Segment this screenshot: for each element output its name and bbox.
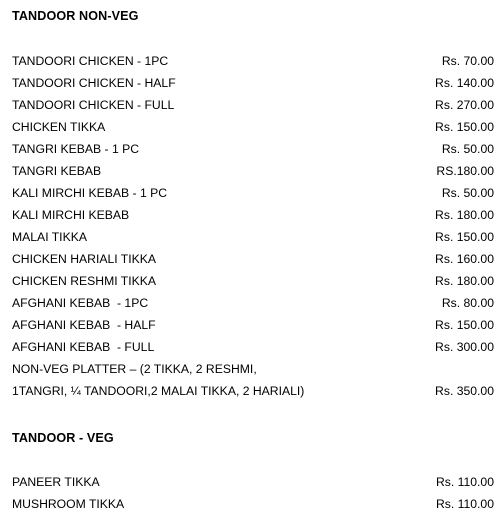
item-name: 1TANGRI, ¼ TANDOORI,2 MALAI TIKKA, 2 HARIALI) (12, 384, 305, 398)
item-name: AFGHANI KEBAB - FULL (12, 340, 155, 354)
menu-item (12, 183, 494, 203)
item-price: Rs. 50.00 (441, 142, 494, 156)
menu-item (12, 315, 494, 335)
menu-item (12, 227, 494, 247)
item-name: KALI MIRCHI KEBAB - 1 PC (12, 186, 168, 200)
item-price: Rs. 80.00 (441, 296, 494, 310)
item-price: Rs. 110.00 (435, 497, 494, 511)
item-name: CHICKEN RESHMI TIKKA (12, 274, 157, 288)
menu-item (12, 494, 494, 514)
item-name: KALI MIRCHI KEBAB (12, 208, 130, 222)
item-name: TANDOORI CHICKEN - HALF (12, 76, 176, 90)
menu-item (12, 381, 494, 401)
item-price: Rs. 150.00 (435, 230, 494, 244)
menu-item (12, 337, 494, 357)
menu-item (12, 51, 494, 71)
item-name: PANEER TIKKA (12, 475, 100, 489)
item-name: CHICKEN TIKKA (12, 120, 106, 134)
item-name: MUSHROOM TIKKA (12, 497, 125, 511)
item-name: TANDOORI CHICKEN - FULL (12, 98, 175, 112)
menu-item (12, 161, 494, 181)
menu-item (12, 73, 494, 93)
item-name: NON-VEG PLATTER – (2 TIKKA, 2 RESHMI, (12, 362, 257, 376)
menu-item (12, 95, 494, 115)
item-name: AFGHANI KEBAB - 1PC (12, 296, 149, 310)
menu-item (12, 249, 494, 269)
item-price: Rs. 150.00 (435, 120, 494, 134)
item-name: TANGRI KEBAB (12, 164, 102, 178)
menu-item (12, 359, 494, 379)
item-price: Rs. 180.00 (435, 208, 494, 222)
item-price: Rs. 270.00 (435, 98, 494, 112)
item-price: Rs. 140.00 (435, 76, 494, 90)
item-name: TANDOORI CHICKEN - 1PC (12, 54, 169, 68)
item-price: Rs. 350.00 (435, 384, 494, 398)
item-name: CHICKEN HARIALI TIKKA (12, 252, 157, 266)
item-price: Rs. 300.00 (435, 340, 494, 354)
item-price: Rs. 160.00 (435, 252, 494, 266)
menu-item (12, 271, 494, 291)
item-price: Rs. 150.00 (435, 318, 494, 332)
section-title: TANDOOR NON-VEG (12, 9, 139, 23)
item-price: Rs. 180.00 (435, 274, 494, 288)
menu-item (12, 293, 494, 313)
item-name: AFGHANI KEBAB - HALF (12, 318, 156, 332)
item-price: Rs. 110.00 (435, 475, 494, 489)
section-title: TANDOOR - VEG (12, 431, 114, 445)
item-name: MALAI TIKKA (12, 230, 87, 244)
menu-item (12, 205, 494, 225)
menu-item (12, 139, 494, 159)
menu-item (12, 472, 494, 492)
item-price: RS.180.00 (436, 164, 494, 178)
item-price: Rs. 50.00 (441, 186, 494, 200)
item-price: Rs. 70.00 (441, 54, 494, 68)
item-name: TANGRI KEBAB - 1 PC (12, 142, 140, 156)
menu-item (12, 117, 494, 137)
